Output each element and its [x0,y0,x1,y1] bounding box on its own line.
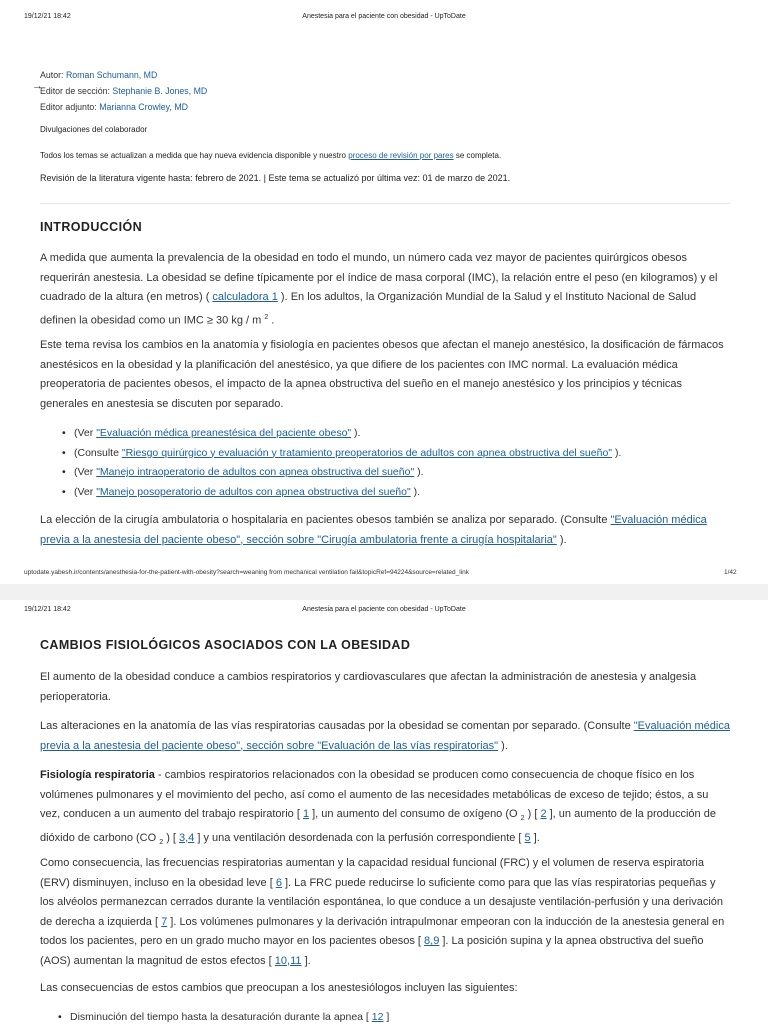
update-note-text: Todos los temas se actualizan a medida que hay nueva evidencia disponible y nuestro [40,151,349,160]
author-link[interactable]: Roman Schumann, MD [65,70,158,80]
arrow-icon: → [32,80,43,92]
bullet-prefix: (Ver [74,485,97,498]
intro-p1-end: . [268,314,275,327]
intro-p3-end: ). [556,533,567,546]
reference-link[interactable]: 2 [540,808,547,820]
physiology-paragraph-2 [40,717,730,756]
introduction-heading: INTRODUCCIÓN [40,220,143,234]
deputy-editor-line [40,102,188,112]
reference-link[interactable]: 8,9 [424,935,440,947]
bullet-suffix: ). [612,446,622,459]
calculator-link[interactable]: calculadora 1 [212,291,278,303]
section-editor-link[interactable]: Stephanie B. Jones, MD [112,86,208,96]
list-item [60,444,740,464]
peer-review-link[interactable]: proceso de revisión por pares [348,151,454,160]
reference-link[interactable]: 12 [371,1011,384,1023]
resp-text-3: ) [ [524,808,541,820]
resp-text-5: ) [ [163,831,180,844]
print-header-date: 19/12/21 18:42 [24,13,71,20]
update-note [40,151,501,160]
topic-link[interactable]: "Evaluación médica preanestésica del paciente obeso" [96,427,352,439]
reference-link[interactable]: 7 [161,915,168,928]
reference-link[interactable]: 6 [275,876,282,889]
p2-end: ). [498,739,508,752]
subscript-2: 2 [520,815,525,823]
intro-p1-text-2: ). En los adultos, la Organización Mundial de la Salud y el Instituto Nacional de Salud definen la obesidad como un IMC ≥ 30 kg / m [40,291,697,327]
respiratory-physiology-title: Fisiología respiratoria [40,769,155,781]
topic-link[interactable]: "Manejo intraoperatorio de adultos con apnea obstructiva del sueño" [96,466,415,478]
reference-link[interactable]: 10,11 [274,954,302,967]
author-label: Autor: [40,70,64,80]
bullet-prefix: (Consulte [74,446,122,459]
intro-paragraph-2: Este tema revisa los cambios en la anatomía y fisiología en pacientes obesos que afectan el manejo anestésico, la dosificación de fármacos anestésicos en la obesidad y la planificación del anestésico, ya que difiere de los pacientes con IMC normal. La evaluación médica preoperatoria de pacientes obesos, el impacto de la apnea obstructiva del sueño en el manejo anestésico y los principios y técnicas generales en anestesia se discuten por separado. [40,339,724,410]
resp-text-2: ], un aumento del consumo de oxígeno (O [309,808,521,820]
concerns-intro: Las consecuencias de estos cambios que preocupan a los anestesiólogos incluyen las siguientes: [40,982,518,994]
list-item [60,483,740,503]
list-item [60,424,740,444]
bullet-prefix: (Ver [74,427,97,439]
resp-text-1: - cambios respiratorios relacionados con la obesidad se producen como consecuencia de choque físico en los volúmenes pulmonares y el movimiento del pecho, así como el aumento de las necesidades metabólicas de exceso de tejido; éstos, a su vez, conducen a un aumento del trabajo respiratorio [ [40,769,709,820]
print-footer-url: uptodate.yabesh.ir/contents/anesthesia-for-the-patient-with-obesity?search=weaning from mechanical ventilation fail&topicRef=94224&source=related_link [24,569,469,576]
reference-link[interactable]: 3,4 [179,831,195,844]
ambulatory-surgery-link[interactable]: "Evaluación médica previa a la anestesia del paciente obeso", sección sobre "Cirugía ambulatoria frente a cirugía hospitalaria" [40,514,707,546]
resp-text-6: ] y una ventilación desordenada con la perfusión correspondiente [ [194,831,525,844]
bullet-suffix: ). [351,427,361,439]
consequences-paragraph [40,854,730,971]
print-footer-page: 1/42 [724,569,737,576]
page-break [0,584,768,600]
see-also-list [60,424,740,502]
p4-text-2: ]. La FRC puede reducirse lo suficiente como para que las vías respiratorias pequeñas y los alvéolos permanezcan cerrados durante la ventilación espontánea, lo que conduce a un desajuste ventilación-perfusión y una derivación de derecha a izquierda [ [40,876,724,928]
topic-link[interactable]: "Riesgo quirúrgico y evaluación y tratamiento preoperatorios de adultos con apnea obstructiva del sueño" [121,446,613,459]
author-line [40,70,157,80]
superscript-2: 2 [264,313,269,321]
subscript-2: 2 [159,838,164,846]
section-editor-label: Editor de sección: [40,86,110,96]
reference-link[interactable]: 1 [302,808,310,820]
list-item [56,1008,736,1028]
intro-paragraph-3 [40,511,730,550]
deputy-editor-label: Editor adjunto: [40,102,97,112]
physiology-paragraph-1: El aumento de la obesidad conduce a cambios respiratorios y cardiovasculares que afectan la administración de anestesia y analgesia perioperatoria. [40,671,697,703]
p4-text-3: ]. Los volúmenes pulmonares y la derivación intrapulmonar empeoran con la inducción de la anestesia general en todos los pacientes, pero en un grado mucho mayor en los pacientes obesos [ [40,915,725,947]
section-editor-line [40,86,207,96]
concerns-list [56,1008,736,1028]
resp-text-7: ]. [530,831,540,844]
print-header-date: 19/12/21 18:42 [24,606,71,613]
resp-text-4: ], un aumento de la producción de dióxido de carbono (CO [40,808,716,844]
physiology-heading: CAMBIOS FISIOLÓGICOS ASOCIADOS CON LA OBESIDAD [40,638,411,652]
print-header-title: Anestesia para el paciente con obesidad - UpToDate [302,13,466,20]
p4-text-4: ]. La posición supina y la apnea obstructiva del sueño (AOS) aumentan la magnitud de estos efectos [ [40,935,704,967]
section-divider [40,203,730,204]
print-header-title: Anestesia para el paciente con obesidad - UpToDate [302,606,466,613]
bullet-suffix: ). [414,466,424,478]
review-line: Revisión de la literatura vigente hasta: febrero de 2021. | Este tema se actualizó por última vez: 01 de marzo de 2021. [40,173,511,183]
bullet-prefix: (Ver [74,466,97,478]
bullet-suffix: ). [410,485,421,498]
p4-text-1: Como consecuencia, las frecuencias respiratorias aumentan y la capacidad residual funcional (FRC) y el volumen de reserva espiratoria (ERV) disminuyen, incluso en la obesidad leve [ [40,857,704,889]
disclosures-link[interactable]: Divulgaciones del colaborador [40,125,148,134]
intro-p1-text: A medida que aumenta la prevalencia de la obesidad en todo el mundo, un número cada vez mayor de pacientes quirúrgicos obesos requerirán anestesia. La obesidad se define típicamente por el índice de masa corporal (IMC), la relación entre el peso (en kilogramos) y el cuadrado de la altura (en metros) ( [40,252,718,303]
p2-text: Las alteraciones en la anatomía de las vías respiratorias causadas por la obesidad se comentan por separado. (Consulte [40,720,634,732]
bullet-suffix: ] [383,1011,390,1023]
update-note-end: se completa. [453,151,502,160]
topic-link[interactable]: "Manejo posoperatorio de adultos con apnea obstructiva del sueño" [96,485,411,498]
airway-evaluation-link[interactable]: "Evaluación médica previa a la anestesia del paciente obeso", sección sobre "Evaluación de las vías respiratorias" [40,720,730,752]
p4-text-5: ]. [301,954,311,967]
deputy-editor-link[interactable]: Marianna Crowley, MD [99,102,188,112]
reference-link[interactable]: 5 [524,831,531,844]
intro-p3-text: La elección de la cirugía ambulatoria o hospitalaria en pacientes obesos también se analiza por separado. (Consulte [40,514,611,526]
bullet-text: Disminución del tiempo hasta la desaturación durante la apnea [ [70,1011,372,1023]
respiratory-physiology-paragraph [40,766,730,852]
list-item [60,463,740,483]
intro-paragraph-1 [40,249,730,331]
